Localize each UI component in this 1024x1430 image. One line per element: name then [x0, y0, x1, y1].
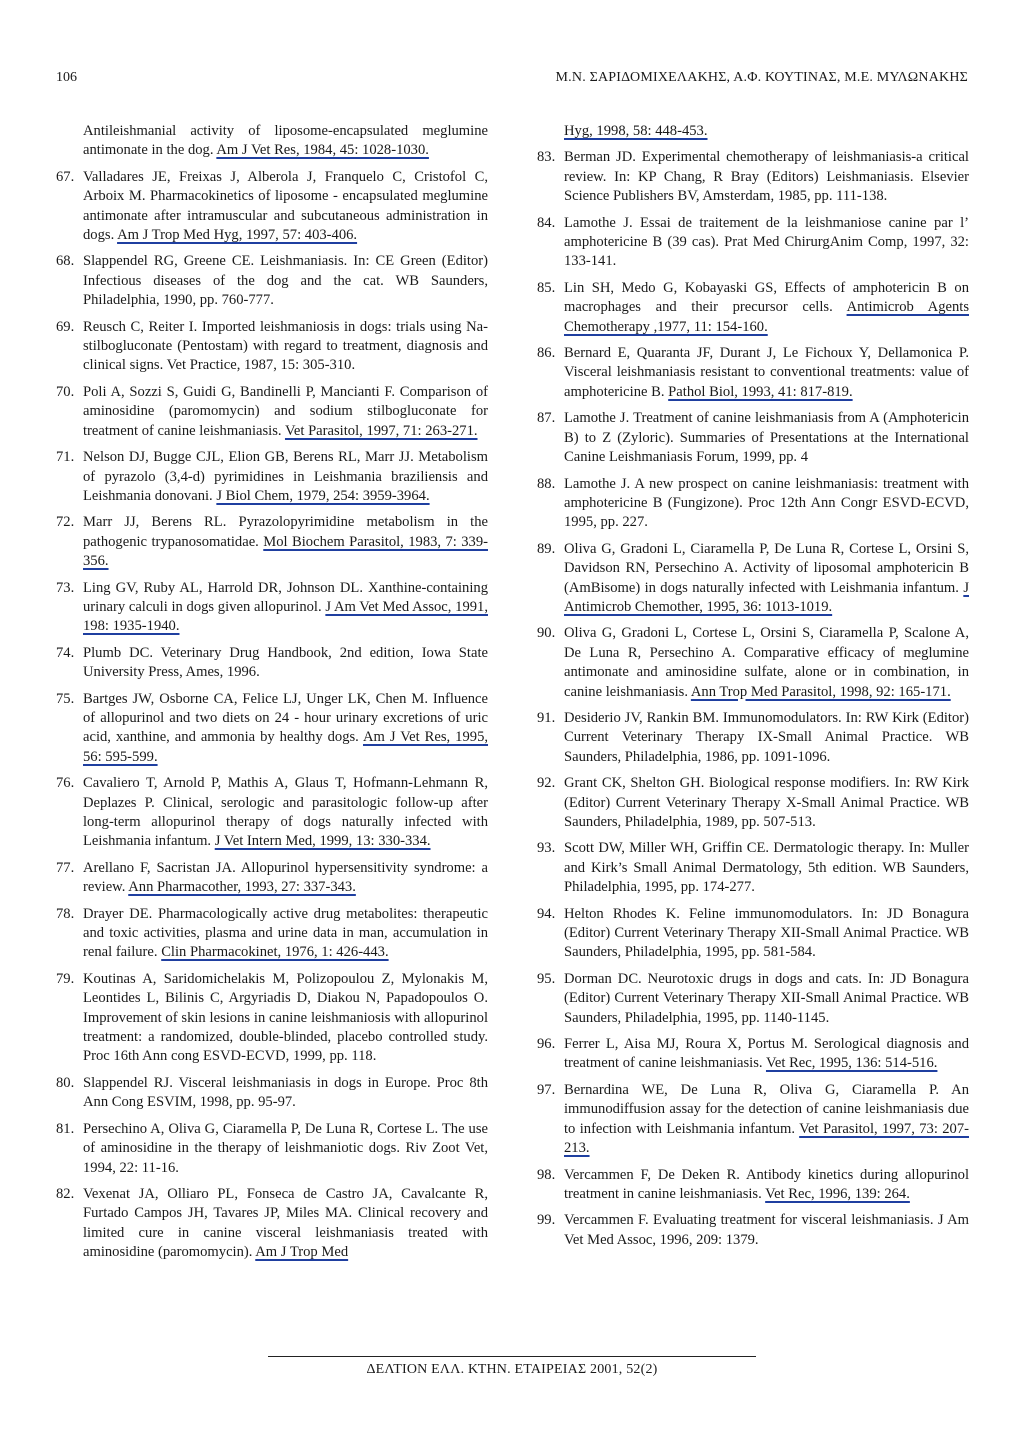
reference-text: Ling GV, Ruby AL, Harrold DR, Johnson DL. Xanthine-containing urinary calculi in dogs given allopurinol. — [83, 579, 488, 615]
reference-item — [537, 839, 969, 897]
reference-number: 74. — [56, 644, 75, 661]
reference-item — [56, 252, 488, 310]
reference-number: 81. — [56, 1120, 75, 1137]
reference-number: 97. — [537, 1081, 556, 1098]
right-column — [537, 122, 969, 1257]
reference-link[interactable]: Vet Parasitol, 1997, 73: 207-213. — [564, 1120, 969, 1157]
reference-item — [537, 214, 969, 272]
reference-number: 84. — [537, 214, 556, 231]
reference-item — [537, 279, 969, 337]
reference-text: Drayer DE. Pharmacologically active drug metabolites: therapeutic and toxic activities, plasma and urine data in man, accumulation in renal failure. — [83, 905, 488, 961]
reference-number: 95. — [537, 970, 556, 987]
reference-list-right — [537, 148, 969, 1250]
reference-item — [537, 344, 969, 402]
reference-item — [537, 774, 969, 832]
reference-item — [537, 540, 969, 618]
reference-text: Berman JD. Experimental chemotherapy of leishmaniasis-a critical review. In: KP Chang, R Bray (Editors) Leishmaniasis. Elsevier Science Publishers BV, Amsterdam, 1985, pp. 111-138. — [564, 149, 969, 205]
reference-text: Koutinas A, Saridomichelakis M, Polizopoulou Z, Mylonakis M, Leontides L, Bilinis C, Argyriadis D, Diakou N, Papadopoulos O. Improvement of skin lesions in canine leishmaniosis with allopurinol treatment: a randomized, double-blinded, placebo controlled study. Proc 16th Ann cong ESVD-ECVD, 1999, pp. 118. — [83, 970, 488, 1065]
reference-link[interactable]: Am J Trop Med — [255, 1244, 349, 1261]
reference-item — [537, 1211, 969, 1250]
reference-text: Persechino A, Oliva G, Ciaramella P, De Luna R, Cortese L. The use of aminosidine in the therapy of leishmaniotic dogs. Riv Zoot Vet, 1994, 22: 11-16. — [83, 1120, 488, 1176]
reference-number: 76. — [56, 775, 75, 792]
reference-item — [537, 1166, 969, 1205]
reference-item — [56, 383, 488, 441]
reference-text: Vercammen F. Evaluating treatment for visceral leishmaniasis. J Am Vet Med Assoc, 1996, 209: 1379. — [564, 1212, 969, 1248]
reference-item — [56, 859, 488, 898]
reference-text: Poli A, Sozzi S, Guidi G, Bandinelli P, Mancianti F. Comparison of aminosidine (paromomycin) and sodium stilbogluconate for treatment of canine leishmaniasis. — [83, 383, 488, 439]
reference-text: Lamothe J. Treatment of canine leishmaniasis from A (Amphotericin B) to Z (Zyloric). Summaries of Presentations at the International Canine Leishmaniasis Forum, 1999, pp. 4 — [564, 410, 969, 466]
reference-number: 91. — [537, 709, 556, 726]
reference-item — [56, 1074, 488, 1113]
footer-rule — [268, 1356, 756, 1357]
reference-item — [56, 579, 488, 637]
reference-number: 89. — [537, 540, 556, 557]
reference-link[interactable]: Ann Pharmacother, 1993, 27: 337-343. — [128, 879, 356, 896]
reference-number: 94. — [537, 905, 556, 922]
reference-item — [56, 644, 488, 683]
reference-number: 92. — [537, 775, 556, 792]
reference-text: Desiderio JV, Rankin BM. Immunomodulators. In: RW Kirk (Editor) Current Veterinary Therapy IX-Small Animal Practice. WB Saunders, Philadelphia, 1986, pp. 1091-1096. — [564, 709, 969, 765]
reference-text: Bernardina WE, De Luna R, Oliva G, Ciaramella P. An immunodiffusion assay for the detection of canine leishmaniasis due to infection with Leishmania infantum. — [564, 1081, 969, 1137]
reference-text: Arellano F, Sacristan JA. Allopurinol hypersensitivity syndrome: a review. — [83, 859, 488, 896]
reference-number: 72. — [56, 514, 75, 531]
reference-number: 73. — [56, 579, 75, 596]
reference-link[interactable]: Am J Vet Res, 1984, 45: 1028-1030. — [216, 142, 429, 159]
reference-item — [56, 774, 488, 852]
reference-number: 98. — [537, 1166, 556, 1183]
reference-item — [56, 1185, 488, 1263]
reference-text: Lamothe J. A new prospect on canine leishmaniasis: treatment with amphotericine B (Fungizone). Proc 12th Ann Congr ESVD-ECVD, 1995, pp. 227. — [564, 475, 969, 531]
reference-text: Valladares JE, Freixas J, Alberola J, Franquelo C, Cristofol C, Arboix M. Pharmacokinetics of liposome - encapsulated meglumine antimonate after intramuscular and subcutaneous administration in dogs. — [83, 168, 488, 244]
reference-continuation — [537, 122, 969, 141]
reference-item — [537, 1035, 969, 1074]
reference-list-left — [56, 168, 488, 1263]
left-column — [56, 122, 488, 1270]
reference-number: 75. — [56, 690, 75, 707]
reference-link[interactable]: Am J Trop Med Hyg, 1997, 57: 403-406. — [117, 227, 358, 244]
reference-item — [537, 709, 969, 767]
reference-text: Antileishmanial activity of liposome-encapsulated meglumine antimonate in the dog. — [83, 123, 488, 159]
reference-text: Bartges JW, Osborne CA, Felice LJ, Unger LK, Chen M. Influence of allopurinol and two diets on 24 - hour urinary excretions of uric acid, xanthine, and ammonia by healthy dogs. — [83, 690, 488, 746]
reference-number: 67. — [56, 168, 75, 185]
reference-text: Nelson DJ, Bugge CJL, Elion GB, Berens RL, Marr JJ. Metabolism of pyrazolo (3,4-d) pyrimidines in Leishmania braziliensis and Leishmania donovani. — [83, 449, 488, 504]
reference-number: 90. — [537, 625, 556, 642]
reference-link[interactable]: Mol Biochem Parasitol, 1983, 7: 339-356. — [83, 533, 488, 570]
reference-number: 68. — [56, 253, 75, 270]
reference-text: Grant CK, Shelton GH. Biological response modifiers. In: RW Kirk (Editor) Current Veterinary Therapy X-Small Animal Practice. WB Saunders, Philadelphia, 1989, pp. 507-513. — [564, 775, 969, 830]
reference-link[interactable]: Vet Parasitol, 1997, 71: 263-271. — [284, 422, 478, 439]
reference-number: 85. — [537, 279, 556, 296]
reference-number: 69. — [56, 318, 75, 335]
reference-text: Slappendel RG, Greene CE. Leishmaniasis. In: CE Green (Editor) Infectious diseases of the dog and the cat. WB Saunders, Philadelphia, 1990, pp. 760-777. — [83, 253, 488, 309]
reference-text: Oliva G, Gradoni L, Cortese L, Orsini S, Ciaramella P, Scalone A, De Luna R, Persechino A. Comparative efficacy of meglumine antimonate and aminosidine sulfate, alone or in combination, in canine leishmaniasis. — [564, 625, 969, 700]
reference-text: Vexenat JA, Olliaro PL, Fonseca de Castro JA, Cavalcante R, Furtado Campos JH, Tavares JP, Miles MA. Clinical recovery and limited cure in canine visceral leishmaniasis treated with aminosidine (paromomycin). — [83, 1185, 488, 1261]
reference-continuation — [56, 122, 488, 161]
reference-item — [56, 448, 488, 506]
reference-number: 77. — [56, 859, 75, 876]
reference-item — [56, 318, 488, 376]
reference-text: Vercammen F, De Deken R. Antibody kinetics during allopurinol treatment in canine leishmaniasis. — [564, 1166, 969, 1202]
reference-number: 82. — [56, 1185, 75, 1202]
reference-link[interactable]: J Am Vet Med Assoc, 1991, 198: 1935-1940. — [83, 598, 488, 635]
reference-text: Slappendel RJ. Visceral leishmaniasis in dogs in Europe. Proc 8th Ann Cong ESVIM, 1998, pp. 95-97. — [83, 1074, 488, 1111]
reference-link[interactable]: Ann Trop Med Parasitol, 1998, 92: 165-171. — [690, 683, 951, 700]
reference-number: 86. — [537, 345, 556, 362]
reference-text: Scott DW, Miller WH, Griffin CE. Dermatologic therapy. In: Muller and Kirk’s Small Animal Dermatology, 5th edition. WB Saunders, Philadelphia, 1995, pp. 174-277. — [564, 840, 969, 896]
reference-text: Marr JJ, Berens RL. Pyrazolopyrimidine metabolism in the pathogenic trypanosomatidae. — [83, 514, 488, 550]
reference-text: Oliva G, Gradoni L, Ciaramella P, De Luna R, Cortese L, Orsini S, Davidson RN, Persechino A. Activity of liposomal amphotericin B (AmBisome) in dogs naturally infected with Leishmania infantum. — [564, 540, 969, 596]
reference-item — [537, 624, 969, 702]
reference-item — [537, 475, 969, 533]
reference-number: 93. — [537, 840, 556, 857]
reference-text: Reusch C, Reiter I. Imported leishmaniosis in dogs: trials using Na-stilbogluconate (Pentostam) with regard to treatment, diagnosis and clinical signs. Vet Practice, 1987, 15: 305-310. — [83, 318, 488, 374]
reference-number: 79. — [56, 970, 75, 987]
reference-text: Helton Rhodes K. Feline immunomodulators. In: JD Bonagura (Editor) Current Veterinary Therapy XII-Small Animal Practice. WB Saunders, Philadelphia, 1995, pp. 581-584. — [564, 905, 969, 961]
reference-item — [56, 690, 488, 768]
reference-number: 71. — [56, 449, 75, 466]
reference-text: Lamothe J. Essai de traitement de la leishmaniose canine par l’ amphotericine B (39 cas). Prat Med ChirurgAnim Comp, 1997, 32: 133-141. — [564, 214, 969, 270]
reference-link[interactable]: J Vet Intern Med, 1999, 13: 330-334. — [214, 833, 431, 850]
page-header — [56, 70, 968, 92]
running-head: Μ.Ν. ΣΑΡΙΔΟΜΙΧΕΛΑΚΗΣ, Α.Φ. ΚΟΥΤΙΝΑΣ, Μ.Ε. ΜΥΛΩΝΑΚΗΣ — [555, 70, 968, 85]
reference-item — [56, 168, 488, 246]
reference-text: Plumb DC. Veterinary Drug Handbook, 2nd edition, Iowa State University Press, Ames, 1996. — [83, 644, 488, 681]
reference-number: 80. — [56, 1074, 75, 1091]
reference-number: 87. — [537, 410, 556, 427]
reference-item — [537, 409, 969, 467]
reference-link[interactable]: J Biol Chem, 1979, 254: 3959-3964. — [216, 487, 430, 504]
reference-number: 99. — [537, 1212, 556, 1229]
reference-link[interactable]: Antimicrob Agents Chemotherapy ,1977, 11: 154-160. — [564, 299, 969, 335]
reference-link[interactable]: Clin Pharmacokinet, 1976, 1: 426-443. — [161, 944, 389, 961]
reference-item — [56, 513, 488, 571]
reference-item — [537, 905, 969, 963]
reference-link[interactable]: J Antimicrob Chemother, 1995, 36: 1013-1019. — [564, 579, 969, 615]
reference-text: Lin SH, Medo G, Kobayaski GS, Effects of amphotericin B on macrophages and their precursor cells. — [564, 279, 969, 316]
reference-number: 70. — [56, 383, 75, 400]
reference-number: 88. — [537, 475, 556, 492]
reference-item — [56, 1120, 488, 1178]
reference-text: Dorman DC. Neurotoxic drugs in dogs and cats. In: JD Bonagura (Editor) Current Veterinary Therapy XII-Small Animal Practice. WB Saunders, Philadelphia, 1995, pp. 1140-1145. — [564, 970, 969, 1026]
reference-item — [537, 148, 969, 206]
page-number: 106 — [56, 70, 77, 85]
reference-text: Ferrer L, Aisa MJ, Roura X, Portus M. Serological diagnosis and treatment of canine leishmaniasis. — [564, 1036, 969, 1072]
reference-link[interactable]: Pathol Biol, 1993, 41: 817-819. — [668, 383, 853, 400]
reference-link[interactable]: Vet Rec, 1996, 139: 264. — [765, 1185, 910, 1202]
reference-item — [537, 970, 969, 1028]
reference-link[interactable]: Am J Vet Res, 1995, 56: 595-599. — [83, 729, 489, 765]
reference-link[interactable]: Vet Rec, 1995, 136: 514-516. — [765, 1055, 938, 1072]
reference-item — [56, 970, 488, 1067]
reference-text: Cavaliero T, Arnold P, Mathis A, Glaus T, Hofmann-Lehmann R, Deplazes P. Clinical, serologic and parasitologic follow-up after long-term allopurinol therapy of dogs naturally infected with Leishmania infantum. — [83, 775, 488, 850]
reference-number: 78. — [56, 905, 75, 922]
journal-footer: ΔΕΛΤΙΟΝ ΕΛΛ. ΚΤΗΝ. ΕΤΑΙΡΕΙΑΣ 2001, 52(2) — [366, 1362, 658, 1377]
reference-number: 83. — [537, 149, 556, 166]
reference-item — [56, 905, 488, 963]
reference-link[interactable]: Hyg, 1998, 58: 448-453. — [564, 123, 708, 139]
reference-number: 96. — [537, 1036, 556, 1053]
reference-text: Bernard E, Quaranta JF, Durant J, Le Fichoux Y, Dellamonica P. Visceral leishmaniasis resistant to conventional treatments: value of amphotericine B. — [564, 345, 969, 400]
reference-item — [537, 1081, 969, 1159]
